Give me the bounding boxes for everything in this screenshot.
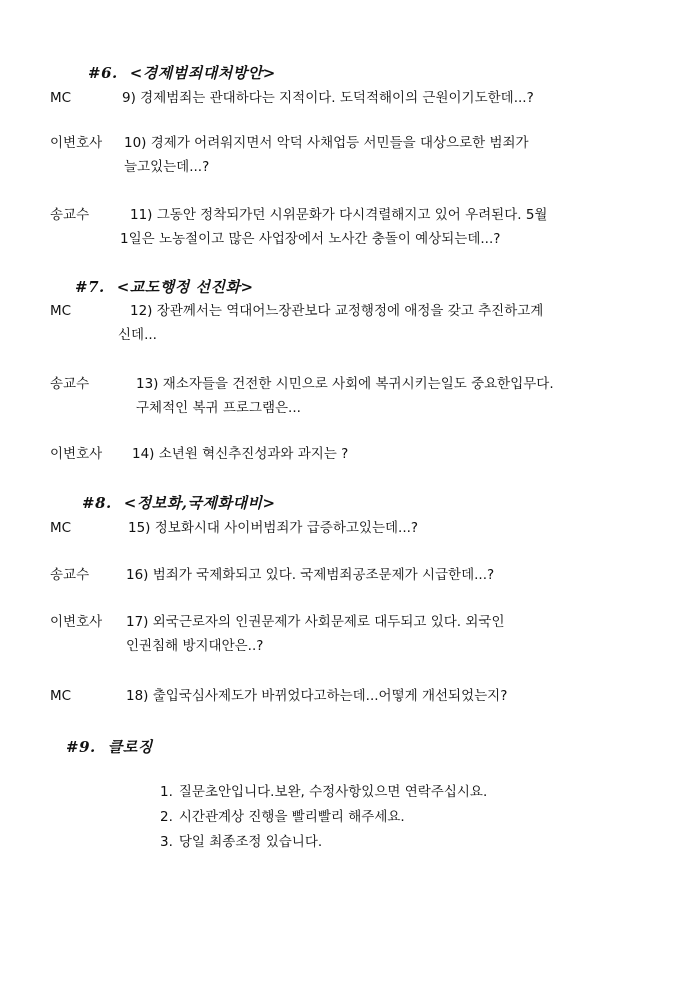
section-heading-6	[88, 62, 276, 83]
question-line: 구체적인 복귀 프로그램은...	[136, 400, 301, 416]
question-line: 11) 그동안 정착되가던 시위문화가 다시격렬해지고 있어 우려된다. 5월	[130, 207, 548, 223]
question-text	[122, 86, 534, 110]
question-text	[128, 516, 418, 540]
question-line: 16) 범죄가 국제화되고 있다. 국제범죄공조문제가 시급한데...?	[126, 567, 495, 583]
question-line: 18) 출입국심사제도가 바뀌었다고하는데...어떻게 개선되었는지?	[126, 688, 508, 704]
question-text	[126, 684, 507, 708]
closing-note-number: 3.	[160, 834, 173, 850]
speaker-label: 이변호사	[50, 135, 103, 151]
speaker-label: 이변호사	[50, 446, 103, 462]
question-line: 신데...	[118, 327, 157, 343]
section-title: <교도행정 선진화>	[116, 278, 254, 296]
section-heading-7	[75, 276, 254, 297]
question-line: 15) 정보화시대 사이버범죄가 급증하고있는데...?	[128, 520, 419, 536]
closing-note-item	[160, 780, 487, 805]
closing-note-text: 질문초안입니다.보완, 수정사항있으면 연락주십시요.	[178, 784, 488, 800]
section-title: <경제범죄대처방안>	[129, 64, 276, 82]
speaker-label: MC	[50, 303, 72, 319]
section-number: #7.	[75, 278, 105, 296]
question-line: 인권침해 방지대안은..?	[126, 638, 264, 654]
section-heading-9	[66, 736, 153, 757]
closing-note-item	[160, 830, 487, 855]
question-text	[126, 563, 494, 587]
section-number: #8.	[82, 494, 112, 512]
question-line: 13) 재소자들을 건전한 시민으로 사회에 복귀시키는일도 중요한입무다.	[136, 376, 554, 392]
question-line: 17) 외국근로자의 인권문제가 사회문제로 대두되고 있다. 외국인	[126, 614, 505, 630]
closing-note-number: 2.	[160, 809, 173, 825]
closing-note-text: 당일 최종조정 있습니다.	[178, 834, 323, 850]
closing-note-item	[160, 805, 487, 830]
speaker-label: 이변호사	[50, 614, 103, 630]
question-line: 9) 경제범죄는 관대하다는 지적이다. 도덕적해이의 근원이기도한데...?	[122, 90, 534, 106]
section-number: #6.	[88, 64, 118, 82]
question-text	[136, 372, 554, 420]
question-line: 늘고있는데...?	[124, 159, 210, 175]
question-text	[118, 299, 544, 347]
question-line: 1일은 노농절이고 많은 사업장에서 노사간 충돌이 예상되는데...?	[120, 231, 501, 247]
closing-note-text: 시간관계상 진행을 빨리빨리 해주세요.	[178, 809, 405, 825]
question-text	[120, 203, 548, 251]
section-number: #9.	[66, 738, 96, 756]
question-text	[124, 131, 529, 179]
question-text	[126, 610, 505, 658]
speaker-label: MC	[50, 90, 72, 106]
closing-note-number: 1.	[160, 784, 173, 800]
closing-notes-list	[160, 780, 487, 855]
question-line: 12) 장관께서는 역대어느장관보다 교정행정에 애정을 갖고 추진하고계	[130, 303, 544, 319]
speaker-label: MC	[50, 688, 72, 704]
speaker-label: 송교수	[50, 567, 90, 583]
speaker-label: MC	[50, 520, 72, 536]
question-line: 10) 경제가 어려워지면서 악덕 사채업등 서민들을 대상으로한 범죄가	[124, 135, 529, 151]
section-title: <정보화,국제화대비>	[123, 494, 276, 512]
section-title: 클로징	[107, 738, 153, 756]
question-text	[132, 442, 348, 466]
section-heading-8	[82, 492, 276, 513]
question-line: 14) 소년원 혁신추진성과와 과지는 ?	[132, 446, 349, 462]
speaker-label: 송교수	[50, 376, 90, 392]
speaker-label: 송교수	[50, 207, 90, 223]
